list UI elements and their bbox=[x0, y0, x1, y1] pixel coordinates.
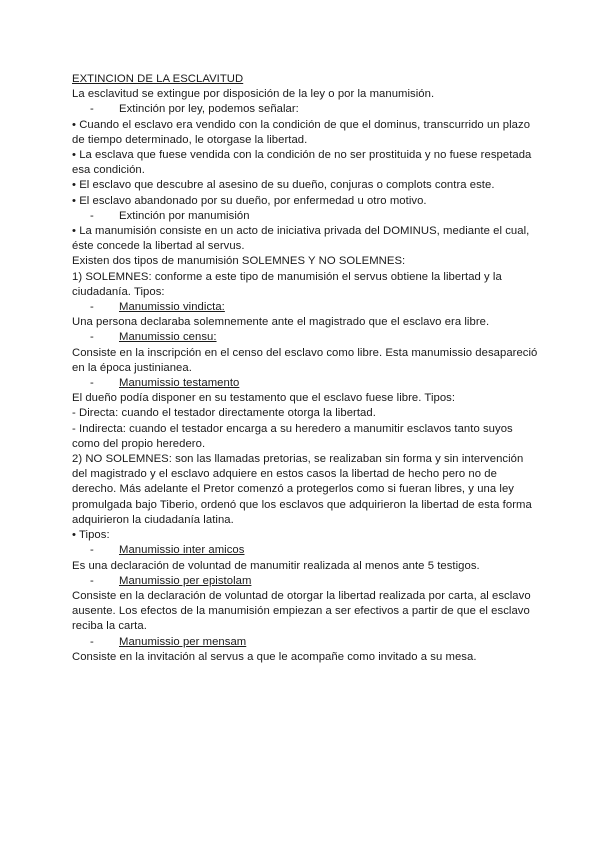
bullet-item: • El esclavo que descubre al asesino de su dueño, conjuras o complots contra este. bbox=[72, 179, 495, 192]
dash-mark: - bbox=[90, 574, 94, 587]
dash-item-text: Extinción por manumisión bbox=[119, 209, 250, 222]
bullet-item: • La manumisión consiste en un acto de iniciativa privada del DOMINUS, mediante el cual, éste concede la libertad al servus. bbox=[72, 225, 530, 253]
dash-item bbox=[72, 543, 540, 558]
dash-mark: - bbox=[90, 377, 94, 390]
paragraph: La esclavitud se extingue por disposición de la ley o por la manumisión. bbox=[72, 88, 435, 101]
bullet-item: • Tipos: bbox=[72, 529, 110, 542]
paragraph: - Directa: cuando el testador directamente otorga la libertad. bbox=[72, 407, 376, 420]
dash-item bbox=[72, 635, 540, 650]
dash-item-heading: Manumissio censu: bbox=[119, 331, 217, 344]
dash-mark: - bbox=[90, 331, 94, 344]
dash-mark: - bbox=[90, 301, 94, 314]
paragraph: El dueño podía disponer en su testamento que el esclavo fuese libre. Tipos: bbox=[72, 392, 456, 405]
dash-item bbox=[72, 209, 540, 224]
dash-mark: - bbox=[90, 635, 94, 648]
dash-item-heading: Manumissio per epistolam bbox=[119, 574, 252, 587]
paragraph: Es una declaración de voluntad de manumitir realizada al menos ante 5 testigos. bbox=[72, 559, 480, 572]
dash-mark: - bbox=[90, 544, 94, 557]
dash-item bbox=[72, 300, 540, 315]
dash-item bbox=[72, 376, 540, 391]
paragraph: - Indirecta: cuando el testador encarga a su heredero a manumitir esclavos tanto suyos como del propio heredero. bbox=[72, 422, 513, 450]
document-title: EXTINCION DE LA ESCLAVITUD bbox=[72, 73, 244, 85]
paragraph: Consiste en la inscripción en el censo del esclavo como libre. Esta manumissio desapareció en la época justinianea. bbox=[72, 346, 538, 374]
paragraph: 2) NO SOLEMNES: son las llamadas pretorias, se realizaban sin forma y sin intervención del magistrado y el esclavo adquiere en estos casos la libertad de hecho pero no de derecho. Más adelante el Pretor comenzó a protegerlos como si fueran libres, y una ley promulgada bajo Tiberio, ordenó que los esclavos que adquirieron la libertad de esta forma adquirieron la ciudadanía latina. bbox=[72, 453, 532, 526]
paragraph: 1) SOLEMNES: conforme a este tipo de manumisión el servus obtiene la libertad y la ciudadanía. Tipos: bbox=[72, 270, 502, 298]
dash-item bbox=[72, 102, 540, 117]
dash-item-text: Extinción por ley, podemos señalar: bbox=[119, 103, 299, 116]
dash-item-heading: Manumissio inter amicos bbox=[119, 544, 245, 557]
dash-mark: - bbox=[90, 103, 94, 116]
dash-item bbox=[72, 330, 540, 345]
dash-item bbox=[72, 574, 540, 589]
bullet-item: • El esclavo abandonado por su dueño, por enfermedad u otro motivo. bbox=[72, 194, 427, 207]
dash-item-heading: Manumissio testamento bbox=[119, 377, 240, 390]
paragraph: Existen dos tipos de manumisión SOLEMNES Y NO SOLEMNES: bbox=[72, 255, 406, 268]
dash-item-heading: Manumissio vindicta: bbox=[119, 301, 225, 314]
bullet-item: • Cuando el esclavo era vendido con la condición de que el dominus, transcurrido un plazo de tiempo determinado, le otorgase la libertad. bbox=[72, 118, 531, 146]
dash-item-heading: Manumissio per mensam bbox=[119, 635, 247, 648]
dash-mark: - bbox=[90, 209, 94, 222]
paragraph: Una persona declaraba solemnemente ante el magistrado que el esclavo era libre. bbox=[72, 316, 490, 329]
bullet-item: • La esclava que fuese vendida con la condición de no ser prostituida y no fuese respetada esa condición. bbox=[72, 149, 532, 177]
paragraph: Consiste en la invitación al servus a que le acompañe como invitado a su mesa. bbox=[72, 650, 477, 663]
paragraph: Consiste en la declaración de voluntad de otorgar la libertad realizada por carta, al esclavo ausente. Los efectos de la manumisión empiezan a ser efectivos a partir de que el esclavo reciba la carta. bbox=[72, 589, 531, 633]
